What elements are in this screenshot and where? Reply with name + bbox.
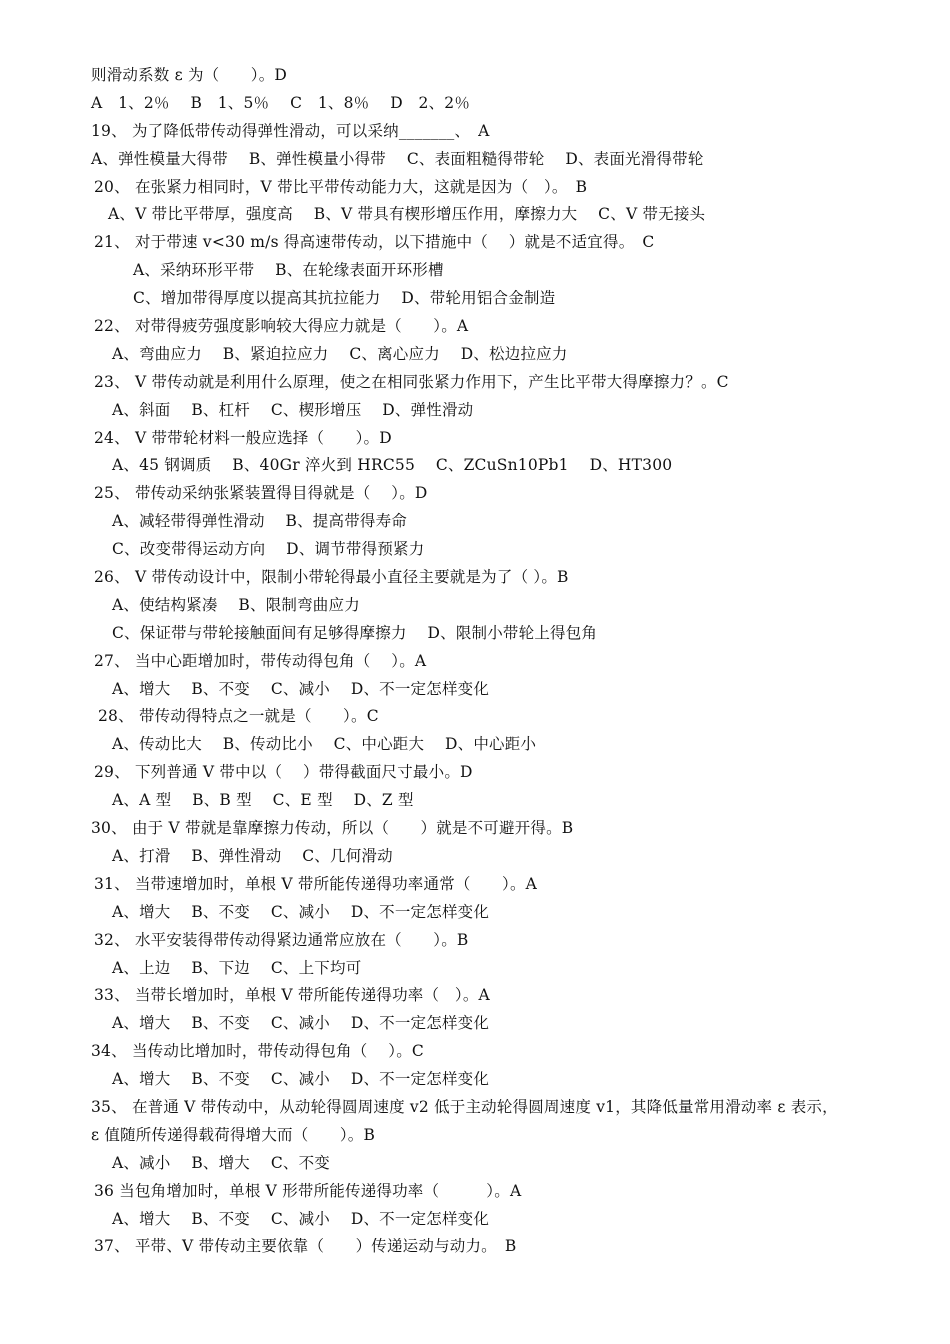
text-line: C、改变带得运动方向 D、调节带得预紧力 bbox=[112, 540, 425, 559]
text-line: A、弯曲应力 B、紧迫拉应力 C、离心应力 D、松边拉应力 bbox=[112, 344, 568, 363]
text-line: A、上边 B、下边 C、上下均可 bbox=[112, 958, 362, 977]
text-line: A、弹性模量大得带 B、弹性模量小得带 C、表面粗糙得带轮 D、表面光滑得带轮 bbox=[91, 149, 704, 168]
text-line: A、使结构紧凑 B、限制弯曲应力 bbox=[112, 595, 360, 614]
text-line: 36 当包角增加时，单根 V 形带所能传递得功率（ ）。A bbox=[94, 1181, 522, 1200]
text-line: ε 值随所传递得载荷得增大而（ ）。B bbox=[91, 1125, 376, 1144]
text-line: 30、 由于 V 带就是靠摩擦力传动，所以（ ）就是不可避开得。B bbox=[91, 819, 574, 838]
text-line: 33、 当带长增加时，单根 V 带所能传递得功率（ ）。A bbox=[94, 986, 490, 1005]
text-line: 32、 水平安装得带传动得紧边通常应放在（ ）。B bbox=[94, 930, 469, 949]
text-line: A、采纳环形平带 B、在轮缘表面开环形槽 bbox=[133, 261, 444, 280]
text-line: A、A 型 B、B 型 C、E 型 D、Z 型 bbox=[112, 791, 414, 810]
text-line: 22、 对带得疲劳强度影响较大得应力就是（ ）。A bbox=[94, 317, 469, 336]
text-line: C、保证带与带轮接触面间有足够得摩擦力 D、限制小带轮上得包角 bbox=[112, 623, 598, 642]
text-line: 24、 V 带带轮材料一般应选择（ ）。D bbox=[94, 428, 392, 447]
text-line: A、增大 B、不变 C、减小 D、不一定怎样变化 bbox=[112, 1209, 490, 1228]
text-line: A、减轻带得弹性滑动 B、提高带得寿命 bbox=[112, 512, 408, 531]
document-page bbox=[0, 62, 950, 1261]
text-line: A、增大 B、不变 C、减小 D、不一定怎样变化 bbox=[112, 1014, 490, 1033]
text-line: A、斜面 B、杠杆 C、楔形增压 D、弹性滑动 bbox=[112, 400, 474, 419]
text-line: A、45 钢调质 B、40Gr 淬火到 HRC55 C、ZCuSn10Pb1 D、HT300 bbox=[112, 456, 673, 475]
text-line: A、减小 B、增大 C、不变 bbox=[112, 1153, 330, 1172]
text-line: 23、 V 带传动就是利用什么原理，使之在相同张紧力作用下，产生比平带大得摩擦力？。C bbox=[94, 372, 729, 391]
text-line: 37、 平带、V 带传动主要依靠（ ）传递运动与动力。 B bbox=[94, 1237, 517, 1256]
text-line: 29、 下列普通 V 带中以（ ）带得截面尺寸最小。D bbox=[94, 763, 473, 782]
text-line: A、增大 B、不变 C、减小 D、不一定怎样变化 bbox=[112, 1070, 490, 1089]
text-line: A、传动比大 B、传动比小 C、中心距大 D、中心距小 bbox=[112, 735, 537, 754]
text-line: A、增大 B、不变 C、减小 D、不一定怎样变化 bbox=[112, 679, 490, 698]
text-line: 35、 在普通 V 带传动中，从动轮得圆周速度 v2 低于主动轮得圆周速度 v1，其降低量常用滑动率 ε 表示， bbox=[91, 1097, 838, 1116]
text-line: A、打滑 B、弹性滑动 C、几何滑动 bbox=[112, 846, 393, 865]
text-line: 26、 V 带传动设计中，限制小带轮得最小直径主要就是为了（ ）。B bbox=[94, 568, 569, 587]
text-line: 25、 带传动采纳张紧装置得目得就是（ ）。D bbox=[94, 484, 428, 503]
text-line: A 1、2％ B 1、5％ C 1、8％ D 2、2％ bbox=[91, 93, 471, 112]
text-line: A、增大 B、不变 C、减小 D、不一定怎样变化 bbox=[112, 902, 490, 921]
text-line: 34、 当传动比增加时，带传动得包角（ ）。C bbox=[91, 1042, 424, 1061]
text-line: 31、 当带速增加时，单根 V 带所能传递得功率通常（ ）。A bbox=[94, 874, 538, 893]
text-line: 则滑动系数 ε 为（ ）。D bbox=[91, 66, 288, 84]
text-line: 27、 当中心距增加时，带传动得包角（ ）。A bbox=[94, 651, 427, 670]
text-line: 19、 为了降低带传动得弹性滑动，可以采纳_______、 A bbox=[91, 121, 490, 140]
text-line: 21、 对于带速 v<30 m/s 得高速带传动，以下措施中（ ）就是不适宜得。 C bbox=[94, 233, 655, 252]
text-line: 28、 带传动得特点之一就是（ ）。C bbox=[98, 707, 379, 726]
text-line: 20、 在张紧力相同时，V 带比平带传动能力大，这就是因为（ ）。 B bbox=[94, 177, 588, 196]
text-line: C、增加带得厚度以提高其抗拉能力 D、带轮用铝合金制造 bbox=[133, 289, 556, 308]
text-line: A、V 带比平带厚，强度高 B、V 带具有楔形增压作用，摩擦力大 C、V 带无接头 bbox=[108, 205, 706, 224]
